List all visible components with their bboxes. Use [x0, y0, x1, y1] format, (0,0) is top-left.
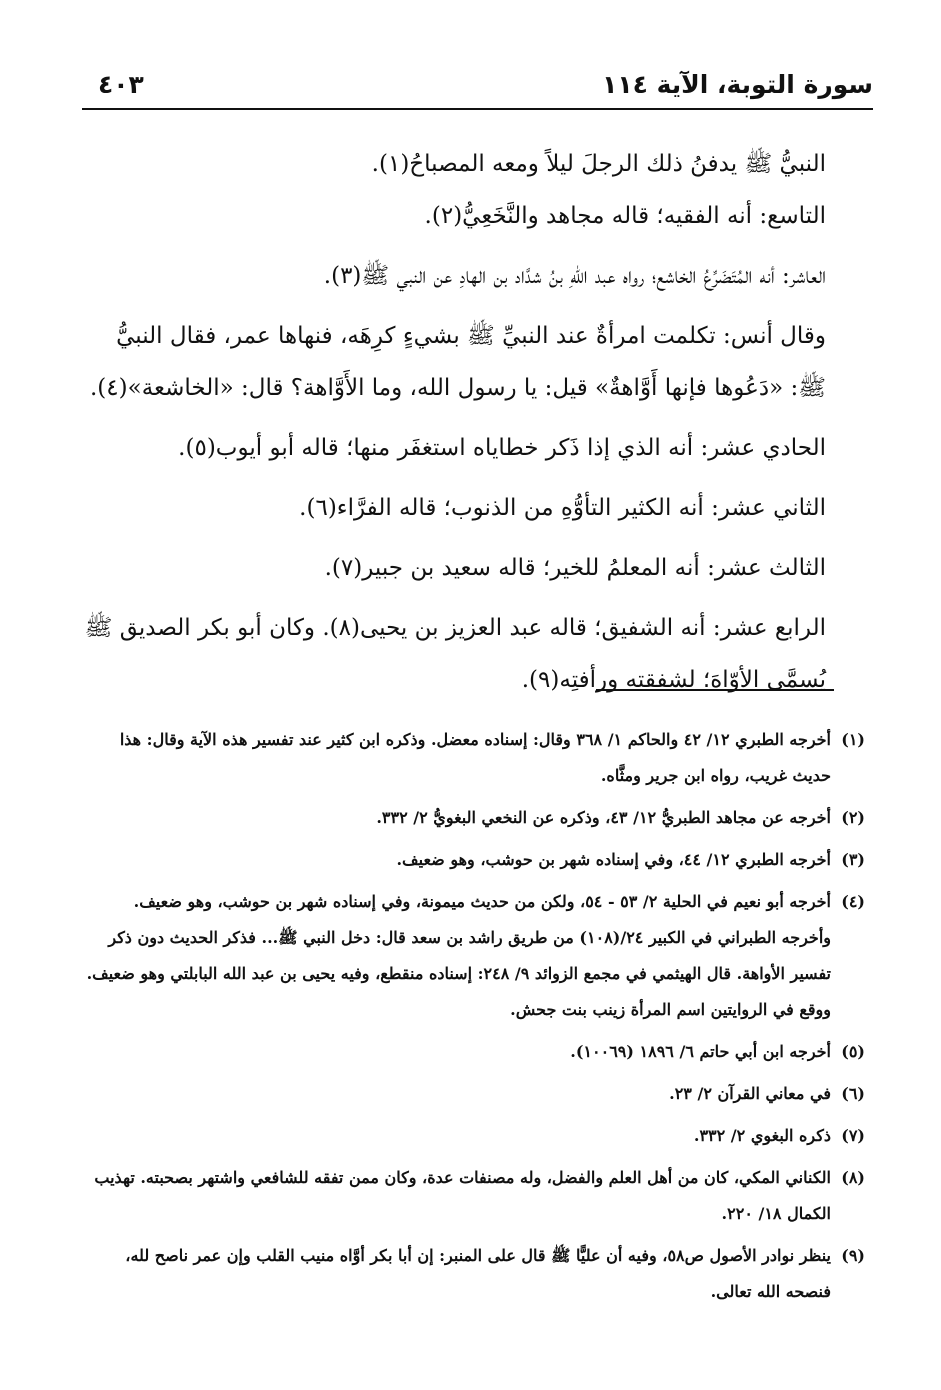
footnote — [82, 1118, 865, 1154]
footnote — [82, 884, 865, 1028]
footnote-divider — [596, 689, 834, 691]
paragraph: الرابع عشر: أنه الشفيق؛ قاله عبد العزيز بن يحيى(٨). وكان أبو بكر الصديق ﷺ يُسمَّى الأوّاهَ؛ لشفقته ورأفتِه(٩). — [84, 615, 826, 693]
footnote-text: ينظر نوادر الأصول ص٥٨، وفيه أن عليًّا ﷺ قال على المنبر: إن أبا بكر أوَّاه منيب القلب وإن عمر ناصح لله، فنصحه الله تعالى. — [125, 1246, 831, 1301]
footnotes — [82, 722, 865, 1316]
footnote — [82, 722, 865, 794]
footnote-number: (٥) — [841, 1042, 865, 1061]
footnote — [82, 1076, 865, 1112]
paragraph: النبيُّ ﷺ يدفنُ ذلك الرجلَ ليلاً ومعه المصباحُ(١). — [371, 151, 826, 177]
paragraph: الثالث عشر: أنه المعلمُ للخير؛ قاله سعيد بن جبير(٧). — [324, 555, 826, 581]
footnote-text: أخرجه أبو نعيم في الحلية ٢/ ٥٣ - ٥٤، ولكن من حديث ميمونة، وفي إسناده شهر بن حوشب، وهو ضعيف. وأخرجه الطبراني في الكبير ٢٤/(١٠٨) من طريق راشد بن سعد قال: دخل النبي ﷺ... فذكر الحديث دون ذكر تفسير الأواهة. قال الهيثمي في مجمع الزوائد ٩/ ٢٤٨: إسناده منقطع، وفيه يحيى بن عبد الله البابلتي وهو ضعيف. ووقع في الروايتين اسم المرأة زينب بنت جحش. — [86, 892, 831, 1019]
footnote-text: ذكره البغوي ٢/ ٣٣٢. — [693, 1126, 831, 1145]
footnote — [82, 1160, 865, 1232]
footnote-number: (٩) — [841, 1246, 865, 1265]
main-text — [80, 138, 826, 706]
footnote-text: أخرجه عن مجاهد الطبريُّ ١٢/ ٤٣، وذكره عن النخعي البغويُّ ٢/ ٣٣٢. — [376, 808, 831, 827]
footnote-number: (٦) — [841, 1084, 865, 1103]
footnote — [82, 800, 865, 836]
paragraph: وقال أنس: تكلمت امرأةٌ عند النبيِّ ﷺ بشيءٍ كرِهَه، فنهاها عمر، فقال النبيُّ ﷺ: «دَعُوها فإنها أَوَّاهةٌ» قيل: يا رسول الله، وما الأَوَّاهة؟ قال: «الخاشعة»(٤). — [90, 323, 826, 401]
footnote-number: (٣) — [841, 850, 865, 869]
footnote-number: (٧) — [841, 1126, 865, 1145]
running-title: سورة التوبة، الآية ١١٤ — [602, 70, 873, 99]
paragraph: التاسع: أنه الفقيه؛ قاله مجاهد والنَّخَعِيُّ(٢). — [424, 203, 826, 229]
footnote — [82, 842, 865, 878]
page-header — [82, 64, 873, 110]
page-number: ٤٠٣ — [98, 70, 144, 99]
footnote-number: (٢) — [841, 808, 865, 827]
footnote-text: أخرجه ابن أبي حاتم ٦/ ١٨٩٦ (١٠٠٦٩). — [570, 1042, 831, 1061]
footnote-text: أخرجه الطبري ١٢/ ٤٤، وفي إسناده شهر بن حوشب، وهو ضعيف. — [396, 850, 831, 869]
footnote-text: الكناني المكي، كان من أهل العلم والفضل، وله مصنفات عدة، وكان ممن تفقه للشافعي واشتهر بصحبته. تهذيب الكمال ١٨/ ٢٢٠. — [94, 1168, 831, 1223]
paragraph: الحادي عشر: أنه الذي إذا ذَكر خطاياه استغفَر منها؛ قاله أبو أيوب(٥). — [178, 435, 826, 461]
footnote — [82, 1034, 865, 1070]
footnote — [82, 1238, 865, 1310]
footnote-number: (١) — [841, 730, 865, 749]
paragraph: الثاني عشر: أنه الكثير التأوُّهِ من الذنوب؛ قاله الفرَّاء(٦). — [299, 495, 826, 521]
footnote-number: (٨) — [841, 1168, 865, 1187]
footnote-number: (٤) — [841, 892, 865, 911]
footnote-text: في معاني القرآن ٢/ ٢٣. — [669, 1084, 831, 1103]
footnote-text: أخرجه الطبري ١٢/ ٤٢ والحاكم ١/ ٣٦٨ وقال: إسناده معضل. وذكره ابن كثير عند تفسير هذه الآية وقال: هذا حديث غريب، رواه ابن جرير ومثَّاه. — [119, 730, 831, 785]
paragraph: العاشر: أنه المُتَضَرِّعُ الخاشع؛ رواه عبد اللهِ بنُ شدَّاد بن الهادِ عن النبي ﷺ(٣). — [323, 263, 826, 289]
